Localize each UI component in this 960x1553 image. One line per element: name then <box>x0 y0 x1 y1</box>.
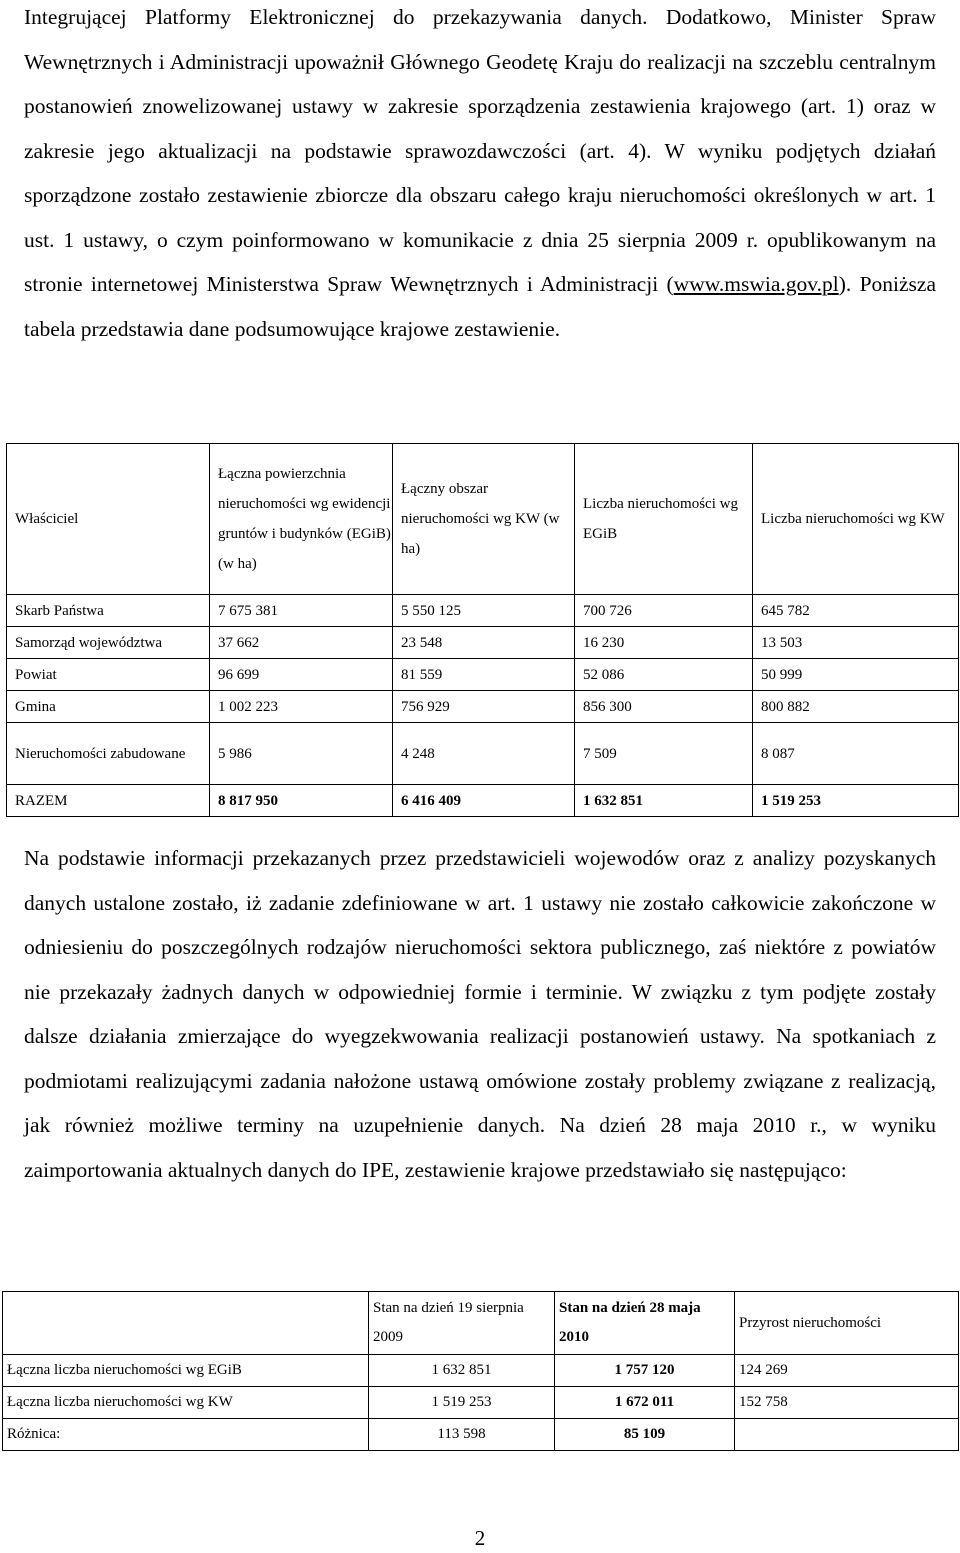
table-cell: Różnica: <box>3 1419 369 1451</box>
total-cell: 1 632 851 <box>575 785 753 817</box>
page-number: 2 <box>474 1526 486 1550</box>
table-cell: 124 269 <box>735 1355 959 1387</box>
table-cell <box>735 1419 959 1451</box>
header-cell-kw-count: Liczba nieruchomości wg KW <box>753 444 959 595</box>
table-cell: 5 550 125 <box>393 595 575 627</box>
header-cell-empty <box>3 1292 369 1355</box>
total-cell: 6 416 409 <box>393 785 575 817</box>
total-cell: 8 817 950 <box>210 785 393 817</box>
body-paragraph-1 <box>24 0 936 351</box>
table-cell: Skarb Państwa <box>7 595 210 627</box>
table-cell: 85 109 <box>555 1419 735 1451</box>
table-cell: Łączna liczba nieruchomości wg EGiB <box>3 1355 369 1387</box>
table-cell: 23 548 <box>393 627 575 659</box>
table-cell: 152 758 <box>735 1387 959 1419</box>
table-row <box>7 595 959 627</box>
table-cell: 700 726 <box>575 595 753 627</box>
table-cell: Nieruchomości zabudowane <box>7 723 210 785</box>
table-cell: 1 519 253 <box>369 1387 555 1419</box>
table-cell: 800 882 <box>753 691 959 723</box>
table-row <box>3 1387 959 1419</box>
paragraph-1-text-b: ). Poniższa tabela przedstawia dane podsumowujące krajowe zestawienie. <box>24 272 936 341</box>
table-cell: 8 087 <box>753 723 959 785</box>
table-cell: 16 230 <box>575 627 753 659</box>
table-row <box>7 659 959 691</box>
status-comparison-table <box>2 1291 959 1451</box>
table-row <box>7 627 959 659</box>
table-cell: Samorząd województwa <box>7 627 210 659</box>
table-cell: Gmina <box>7 691 210 723</box>
table-cell: 4 248 <box>393 723 575 785</box>
table-cell: 37 662 <box>210 627 393 659</box>
table-cell: 1 672 011 <box>555 1387 735 1419</box>
table-header-row <box>7 444 959 595</box>
total-cell: 1 519 253 <box>753 785 959 817</box>
table-cell: 52 086 <box>575 659 753 691</box>
table-cell: 7 509 <box>575 723 753 785</box>
mswia-website-link[interactable]: www.mswia.gov.pl <box>673 272 839 296</box>
table-cell: 113 598 <box>369 1419 555 1451</box>
table-row <box>7 723 959 785</box>
table-total-row <box>7 785 959 817</box>
table-cell: 856 300 <box>575 691 753 723</box>
table-cell: 645 782 <box>753 595 959 627</box>
table-cell: 756 929 <box>393 691 575 723</box>
header-cell-increase: Przyrost nieruchomości <box>735 1292 959 1355</box>
table-cell: 1 757 120 <box>555 1355 735 1387</box>
header-cell-egib-area: Łączna powierzchnia nieruchomości wg ewidencji gruntów i budynków (EGiB) (w ha) <box>210 444 393 595</box>
header-cell-status-2010: Stan na dzień 28 maja 2010 <box>555 1292 735 1355</box>
table-cell: Powiat <box>7 659 210 691</box>
national-summary-table <box>6 443 959 817</box>
header-cell-status-2009: Stan na dzień 19 sierpnia 2009 <box>369 1292 555 1355</box>
table-header-row <box>3 1292 959 1355</box>
table-cell: 1 002 223 <box>210 691 393 723</box>
table-cell: 7 675 381 <box>210 595 393 627</box>
table-cell: Łączna liczba nieruchomości wg KW <box>3 1387 369 1419</box>
total-label-cell: RAZEM <box>7 785 210 817</box>
table-cell: 96 699 <box>210 659 393 691</box>
body-paragraph-2: Na podstawie informacji przekazanych przez przedstawicieli wojewodów oraz z analizy pozyskanych danych ustalone zostało, iż zadanie zdefiniowane w art. 1 ustawy nie zostało całkowicie zakończone w odniesieniu do poszczególnych rodzajów nieruchomości sektora publicznego, zaś niektóre z powiatów nie przekazały żadnych danych w odpowiedniej formie i terminie. W związku z tym podjęte zostały dalsze działania zmierzające do wyegzekwowania realizacji postanowień ustawy. Na spotkaniach z podmiotami realizującymi zadania nałożone ustawą omówione zostały problemy związane z realizacją, jak również możliwe terminy na uzupełnienie danych. Na dzień 28 maja 2010 r., w wyniku zaimportowania aktualnych danych do IPE, zestawienie krajowe przedstawiało się następująco: <box>24 846 936 1182</box>
table-cell: 5 986 <box>210 723 393 785</box>
table-row <box>3 1355 959 1387</box>
header-cell-kw-area: Łączny obszar nieruchomości wg KW (w ha) <box>393 444 575 595</box>
table-row <box>7 691 959 723</box>
paragraph-1-text-a: Integrującej Platformy Elektronicznej do przekazywania danych. Dodatkowo, Minister Spraw Wewnętrznych i Administracji upoważnił Głównego Geodetę Kraju do realizacji na szczeblu centralnym postanowień znowelizowanej ustawy w zakresie sporządzenia zestawienia krajowego (art. 1) oraz w zakresie jego aktualizacji na podstawie sprawozdawczości (art. 4). W wyniku podjętych działań sporządzone zostało zestawienie zbiorcze dla obszaru całego kraju nieruchomości określonych w art. 1 ust. 1 ustawy, o czym poinformowano w komunikacie z dnia 25 sierpnia 2009 r. opublikowanym na stronie internetowej Ministerstwa Spraw Wewnętrznych i Administracji ( <box>24 5 936 296</box>
table-cell: 13 503 <box>753 627 959 659</box>
table-cell: 50 999 <box>753 659 959 691</box>
table-cell: 81 559 <box>393 659 575 691</box>
header-cell-egib-count: Liczba nieruchomości wg EGiB <box>575 444 753 595</box>
table-cell: 1 632 851 <box>369 1355 555 1387</box>
table-row <box>3 1419 959 1451</box>
header-cell-owner: Właściciel <box>7 444 210 595</box>
